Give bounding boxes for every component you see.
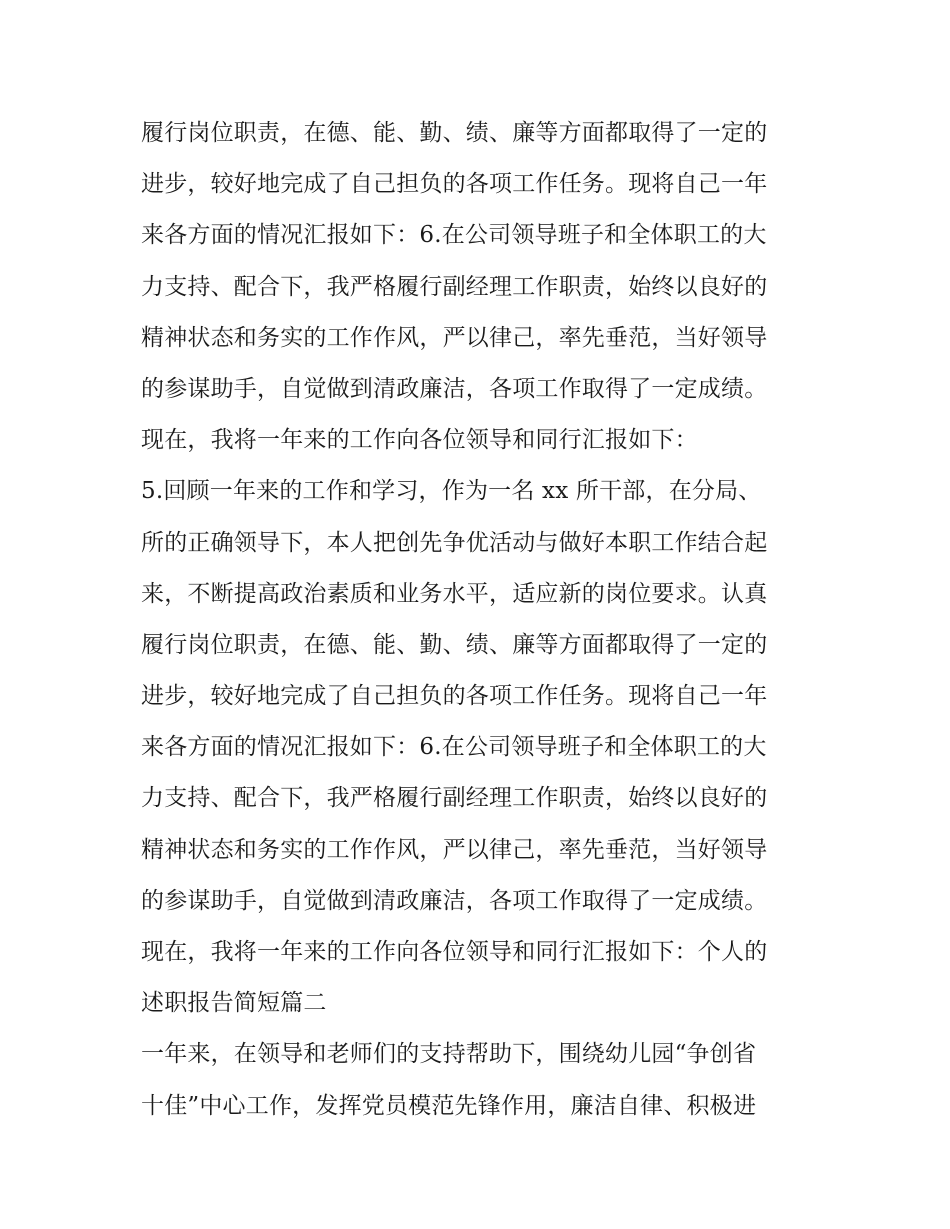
- text-line-17: 现在，我将一年来的工作向各位领导和同行汇报如下：个人的: [141, 939, 768, 965]
- text-line-9: 所的正确领导下，本人把创先争优活动与做好本职工作结合起: [141, 529, 768, 556]
- body-text: [141, 108, 841, 1132]
- text-line-10: 来，不断提高政治素质和业务水平，适应新的岗位要求。认真: [141, 580, 768, 607]
- text-line-13: 来各方面的情况汇报如下：6.在公司领导班子和全体职工的大: [141, 734, 767, 761]
- text-line-12: 进步，较好地完成了自己担负的各项工作任务。现将自己一年: [141, 683, 768, 710]
- text-line-16: 的参谋助手，自觉做到清政廉洁，各项工作取得了一定成绩。: [141, 887, 768, 914]
- text-line-19: 一年来，在领导和老师们的支持帮助下，围绕幼儿园“争创省: [141, 1041, 757, 1068]
- text-line-15: 精神状态和务实的工作作风，严以律己，率先垂范，当好领导: [141, 836, 768, 863]
- text-line-20: 十佳”中心工作，发挥党员模范先锋作用，廉洁自律、积极进: [141, 1092, 757, 1119]
- text-line-11: 履行岗位职责，在德、能、勤、绩、廉等方面都取得了一定的: [141, 631, 768, 658]
- text-line-3: 来各方面的情况汇报如下：6.在公司领导班子和全体职工的大: [141, 222, 767, 249]
- text-line-5: 精神状态和务实的工作作风，严以律己，率先垂范，当好领导: [141, 324, 768, 351]
- text-line-14: 力支持、配合下，我严格履行副经理工作职责，始终以良好的: [141, 785, 768, 812]
- text-line-6: 的参谋助手，自觉做到清政廉洁，各项工作取得了一定成绩。: [141, 375, 768, 402]
- text-line-8: 5.回顾一年来的工作和学习，作为一名 xx 所干部，在分局、: [141, 478, 762, 505]
- text-line-4: 力支持、配合下，我严格履行副经理工作职责，始终以良好的: [141, 273, 768, 300]
- text-line-1: 履行岗位职责，在德、能、勤、绩、廉等方面都取得了一定的: [141, 120, 768, 146]
- text-line-7: 现在，我将一年来的工作向各位领导和同行汇报如下：: [141, 427, 698, 454]
- section-heading: 述职报告简短篇二: [141, 990, 327, 1017]
- text-line-2: 进步，较好地完成了自己担负的各项工作任务。现将自己一年: [141, 171, 768, 198]
